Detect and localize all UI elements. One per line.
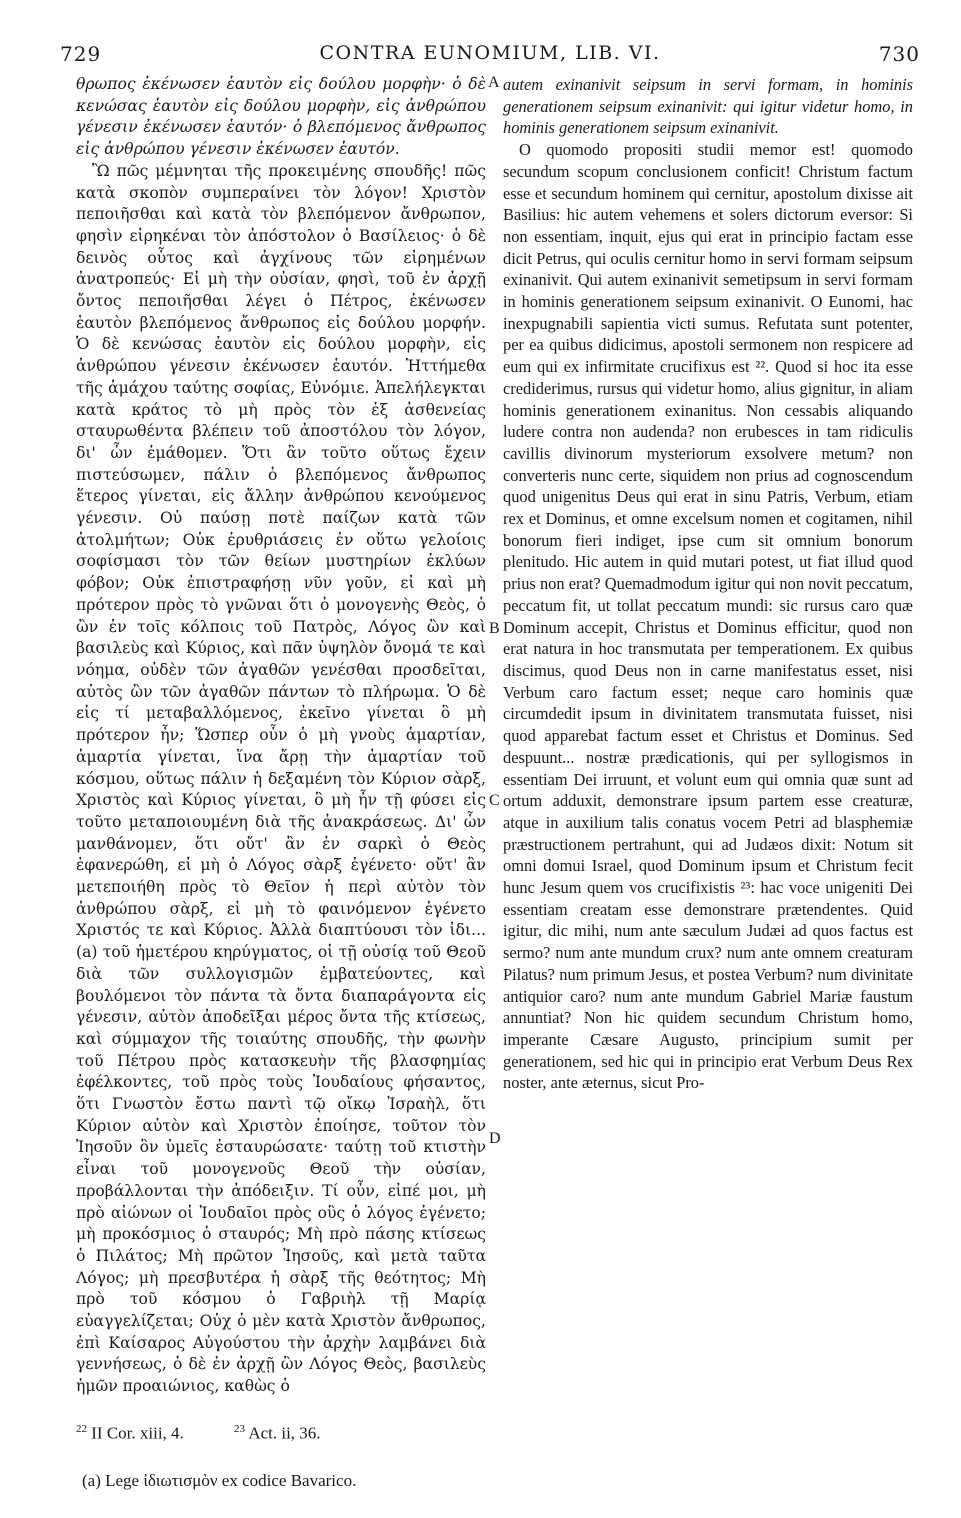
greek-paragraph-2: Ὢ πῶς μέμνηται τῆς προκειμένης σπουδῆς! πῶς κατὰ σκοπὸν συμπεραίνει τὸν λόγον! Χριστὸν πεποιῆσθαι καὶ κατὰ τὸν βλεπόμενον ἄνθρωπον, φησὶν εἰρηκέναι τὸν ἀπόστολον ὁ Βασίλειος· ὁ δὲ δεινὸς οὗτος καὶ ἀγχίνους τῶν εἰρημένων ἀνατροπεύς· Εἰ μὴ τὴν οὐσίαν, φησὶ, τοῦ ἐν ἀρχῇ ὄντος πεποιῆσθαι λέγει ὁ Πέτρος, ἐκένωσεν ἑαυτὸν βλεπόμενος ἄνθρωπος εἰς δούλου μορφήν. Ὁ δὲ κενώσας ἑαυτὸν εἰς δούλου μορφὴν, εἰς ἀνθρώπου γένεσιν ἐκένωσεν ἑαυτόν. Ἡττήμεθα τῆς ἀμάχου ταύτης σοφίας, Εὐνόμιε. Ἀπελήλεγκται κατὰ κράτος τὸ μὴ πρὸς τὸν ἐξ ἀσθενείας σταυρωθέντα βλέπειν τοῦ ἀποστόλου τὸν λόγον, δι' ὧν ἐμάθομεν. Ὅτι ἂν τοῦτο οὕτως ἔχειν πιστεύσωμεν, πάλιν ὁ βλεπόμενος ἄνθρωπος ἕτερος γίνεται, εἰς ἄλλην ἀνθρώπου κενούμενος γένεσιν. Οὐ παύσῃ ποτὲ παίζων κατὰ τῶν ἀτολμήτων; Οὐκ ἐρυθριάσεις ἐν οὕτω γελοίοις σοφίσμασι τὸν τῶν θείων μυστηρίων ἐκλύων φόβον; Οὐκ ἐπιστραφήσῃ νῦν γοῦν, εἰ καὶ μὴ πρότερον πρὸς τὸ γνῶναι ὅτι ὁ μονογενὴς Θεὸς, ὁ ὢν ἐν τοῖς κόλποις τοῦ Πατρὸς, Λόγος ὢν καὶ βασιλεὺς καὶ Κύριος, καὶ πᾶν ὑψηλὸν ὄνομά τε καὶ νόημα, οὐδὲν τῶν ἀγαθῶν γενέσθαι προσδεῖται, αὐτὸς ὢν τῶν ἀγαθῶν πάντων τὸ πλήρωμα. Ὁ δὲ εἰς τί μεταβαλλόμενος, ἐκεῖνο γίνεται ὃ μὴ πρότερον ἦν; Ὥσπερ οὖν ὁ μὴ γνοὺς ἁμαρτίαν, ἁμαρτία γίνεται, ἵνα ἄρῃ τὴν ἁμαρτίαν τοῦ κόσμου, οὕτως πάλιν ἡ δεξαμένη τὸν Κύριον σὰρξ, Χριστὸς καὶ Κύριος γίνεται, ὃ μὴ ἦν τῇ φύσει εἰς τοῦτο μεταποιουμένη διὰ τῆς ἀνακράσεως. Δι' ὧν μανθάνομεν, ὅτι οὔτ' ἂν ἐν σαρκὶ ὁ Θεὸς ἐφανερώθη, εἰ μὴ ὁ Λόγος σὰρξ ἐγένετο· οὔτ' ἂν μετεποιήθη πρὸς τὸ Θεῖον ἡ περὶ αὐτὸν τὸν ἀνθρώπου σὰρξ, εἰ μὴ τὸ φαινόμενον ἐγένετο Χριστός τε καὶ Κύριος. Ἀλλὰ διαπτύουσι τὸν ἰδι... (a) τοῦ ἡμετέρου κηρύγματος, οἱ τῇ οὐσίᾳ τοῦ Θεοῦ διὰ τῶν συλλογισμῶν ἐμβατεύοντες, καὶ βουλόμενοι τὸν πάντα τὰ ὄντα διαπαράγοντα εἰς γένεσιν, αὐτὸν ἀποδεῖξαι μέρος ὄντα τῆς κτίσεως, καὶ σύμμαχον τῆς τοιαύτης σπουδῆς, τὴν φωνὴν τοῦ Πέτρου πρὸς κατασκευὴν τῆς βλασφημίας ἐφέλκοντες, τοῦ πρὸς τοὺς Ἰουδαίους φήσαντος, ὅτι Γνωστὸν ἔστω παντὶ τῷ οἴκῳ Ἰσραὴλ, ὅτι Κύριον αὐτὸν καὶ Χριστὸν ἐποίησε, τοῦτον τὸν Ἰησοῦν ὃν ὑμεῖς ἐσταυρώσατε· ταύτῃ τοῦ κτιστὴν εἶναι τοῦ μονογενοῦς Θεοῦ τὴν οὐσίαν, προβάλλονται τὴν ἀπόδειξιν. Τί οὖν, εἰπέ μοι, μὴ πρὸ αἰώνων οἱ Ἰουδαῖοι πρὸς οὓς ὁ λόγος ἐγένετο; μὴ προκόσμιος ὁ σταυρός; Μὴ πρὸ πάσης κτίσεως ὁ Πιλάτος; Μὴ πρῶτον Ἰησοῦς, καὶ μετὰ ταῦτα Λόγος; μὴ πρεσβυτέρα ἡ σὰρξ τῆς θεότητος; Μὴ πρὸ τοῦ κόσμου ὁ Γαβριὴλ τῇ Μαρίᾳ εὐαγγελίζεται; Οὐχ ὁ μὲν κατὰ Χριστὸν ἄνθρωπος, ἐπὶ Καίσαρος Αὐγούστου τὴν ἀρχὴν λαμβάνει διὰ γεννήσεως, ὁ δὲ ἐν ἀρχῇ ὢν Λόγος Θεὸς, βασιλεὺς ἡμῶν προαιώνιος, καθὼς ὁ [76,161,486,1396]
footnote-23 [234,1423,321,1444]
page-header [60,42,920,72]
latin-paragraph-1: autem exinanivit seipsum in servi formam, in hominis generationem seipsum exinanivit: qui igitur videtur homo, in hominis generationem seipsum exinanivit. [503,75,913,138]
margin-marker-b: B [489,620,500,637]
margin-marker-c: C [489,792,500,809]
footnote-22-text: II Cor. xiii, 4. [91,1423,184,1443]
margin-marker-d: D [489,1130,501,1147]
latin-paragraph-2: O quomodo propositi studii memor est! quomodo secundum scopum conclusionem conficit! Christum factum esse et secundum hominem qui cernitur, apostolum dixisse ait Basilius: hic autem vehemens et solers dictorum eversor: Si non essentiam, inquit, ejus qui erat in principio factam esse dicit Petrus, qui oculis cernitur homo in servi formam seipsum exinanivit. Qui autem exinanivit semetipsum in servi formam in hominis generationem seipsum exinanivit. O Eunomi, hac inexpugnabili sapientia victi sumus. Refutata sunt potenter, per ea quibus didicimus, apostoli sermonem non respicere ad eum qui ex infirmitate crucifixus est ²². Quod si hoc ita esse crediderimus, rursus qui videtur homo, alius gignitur, in aliam hominis generationem exinanitus. Non cessabis aliquando ludere contra non audenda? non erubesces in tam ridiculis cavillis divinorum mysteriorum exsolvere metum? non converteris nunc certe, siquidem non prius ad cognoscendum quod unigenitus Deus qui erat in sinu Patris, Verbum, etiam rex et Dominus, et omne excelsum nomen et cogitamen, nihil bonorum fieri indiget, ipse cum sit omnium bonorum plenitudo. Hic autem in quid mutari potest, ut fiat illud quod prius non erat? Quemadmodum igitur qui non novit peccatum, peccatum fit, ut tollat peccatum mundi: sic rursus caro quæ Dominum accepit, Christus et Dominus efficitur, quod non erat natura in hoc transmutata per temperationem. Ex quibus discimus, quod Deus non in carne manifestatus esset, nisi Verbum caro factum esset; neque caro hominis quæ circumdedit ipsum in divinitatem transmutata fuisset, nisi quod apparebat factum esset et Christus et Dominus. Sed despuunt... nostræ prædicationis, qui per syllogismos in essentiam Dei irruunt, et volunt eum qui omnia quæ sunt ad ortum adduxit, demonstrare ipsum partem esse creaturæ, atque in auxilium talis conatus vocem Petri ad blasphemiæ præstructionem pertrahunt, qui ad Judæos dixit: Notum sit omni domui Israel, quod Dominum ipsum et Christum fecit hunc Jesum quem vos crucifixistis ²³: hac voce unigeniti Dei essentiam creatam esse demonstrare prætendentes. Quid igitur, dic mihi, num ante sæculum Judæi ad quos factus est sermo? num ante mundum crux? num ante omnem creaturam Pilatus? num primum Jesus, et postea Verbum? num divinitate antiquior caro? num ante mundum Gabriel Mariæ faustum annuntiat? Non hic quidem secundum Christum homo, imperante Cæsare Augusto, principium sumit per generationem, sed hic qui in principio erat Verbum Deus Rex noster, ante æternus, sicut Pro- [503,140,913,1093]
greek-paragraph-1: θρωπος ἐκένωσεν ἑαυτὸν εἰς δούλου μορφὴν· ὁ δὲ κενώσας ἑαυτὸν εἰς δούλου μορφὴν, εἰς ἀνθρώπου γένεσιν ἐκένωσεν ἑαυτόν· ὁ βλεπόμενος ἄνθρωπος εἰς ἀνθρώπου γένεσιν ἐκένωσεν ἑαυτόν. [76,75,486,159]
footnote-a: (a) Lege ἰδιωτισμὸν ex codice Bavarico. [82,1471,357,1490]
latin-column [503,74,913,1094]
page-number-left: 729 [60,42,102,66]
running-title: CONTRA EUNOMIUM, LIB. VI. [319,42,661,64]
footnote-23-text: Act. ii, 36. [248,1423,321,1443]
footnote-22 [76,1423,184,1444]
footnote-23-number: 23 [234,1423,245,1435]
page-number-right: 730 [878,42,920,66]
footnote-22-number: 22 [76,1423,87,1435]
greek-column [76,74,486,1398]
margin-marker-a: A [488,74,500,91]
